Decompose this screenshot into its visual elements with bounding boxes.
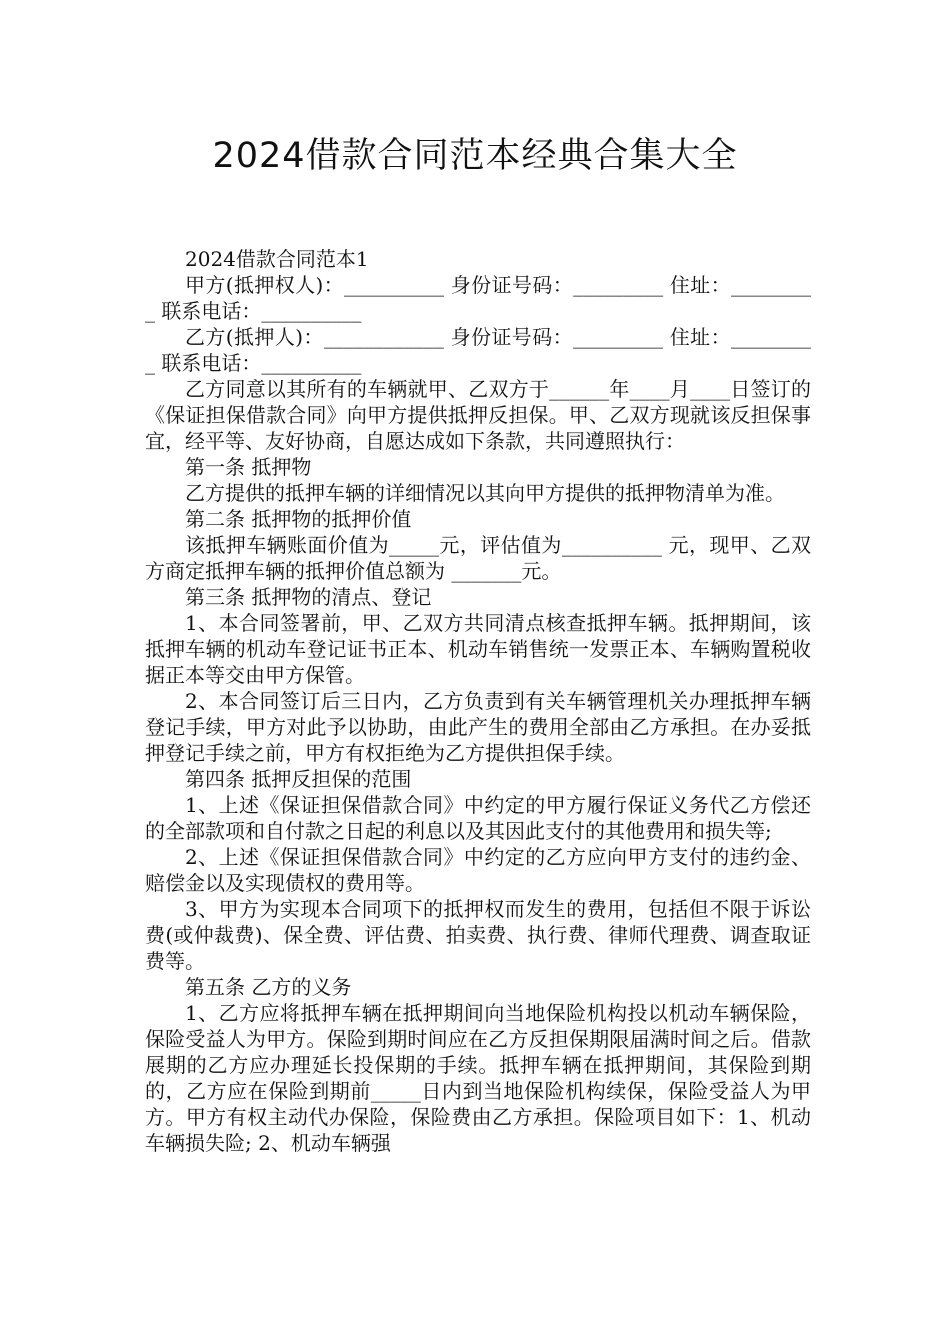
document-body <box>145 246 811 1156</box>
article-4-heading: 第四条 抵押反担保的范围 <box>185 767 412 791</box>
article-1-heading: 第一条 抵押物 <box>185 455 312 479</box>
preamble-paragraph: 乙方同意以其所有的车辆就甲、乙双方于______年____月____日签订的《保证担保借款合同》向甲方提供抵押反担保。甲、乙双方现就该反担保事宜，经平等、友好协商，自愿达成如下条款，共同遵照执行： <box>145 377 811 453</box>
article-3-heading: 第三条 抵押物的清点、登记 <box>185 585 432 609</box>
document-title: 2024借款合同范本经典合集大全 <box>212 136 738 176</box>
article-2-heading: 第二条 抵押物的抵押价值 <box>185 507 412 531</box>
article-5-item-1: 1、乙方应将抵押车辆在抵押期间向当地保险机构投以机动车辆保险，保险受益人为甲方。保险到期时间应在乙方反担保期限届满时间之后。借款展期的乙方应办理延长投保期的手续。抵押车辆在抵押期间，其保险到期的，乙方应在保险到期前_____日内到当地保险机构续保，保险受益人为甲方。甲方有权主动代办保险，保险费由乙方承担。保险项目如下：1、机动车辆损失险; 2、机动车辆强 <box>145 1001 811 1155</box>
party-b-line: 乙方(抵押人)：____________ 身份证号码：_________ 住址：_________ 联系电话：__________ <box>145 325 811 375</box>
article-5-heading: 第五条 乙方的义务 <box>185 975 352 999</box>
party-a-line: 甲方(抵押权人)：__________ 身份证号码：_________ 住址：_________ 联系电话：__________ <box>145 273 811 323</box>
article-4-item-1: 1、上述《保证担保借款合同》中约定的甲方履行保证义务代乙方偿还的全部款项和自付款之日起的利息以及其因此支付的其他费用和损失等; <box>145 793 811 843</box>
article-3-item-2: 2、本合同签订后三日内，乙方负责到有关车辆管理机关办理抵押车辆登记手续，甲方对此予以协助，由此产生的费用全部由乙方承担。在办妥抵押登记手续之前，甲方有权拒绝为乙方提供担保手续。 <box>145 689 811 765</box>
article-1-text: 乙方提供的抵押车辆的详细情况以其向甲方提供的抵押物清单为准。 <box>185 481 785 505</box>
article-3-item-1: 1、本合同签署前，甲、乙双方共同清点核查抵押车辆。抵押期间，该抵押车辆的机动车登记证书正本、机动车销售统一发票正本、车辆购置税收据正本等交由甲方保管。 <box>145 611 811 687</box>
contract-heading: 2024借款合同范本1 <box>185 247 369 271</box>
article-4-item-3: 3、甲方为实现本合同项下的抵押权而发生的费用，包括但不限于诉讼费(或仲裁费)、保全费、评估费、拍卖费、执行费、律师代理费、调查取证费等。 <box>145 897 811 973</box>
article-4-item-2: 2、上述《保证担保借款合同》中约定的乙方应向甲方支付的违约金、赔偿金以及实现债权的费用等。 <box>145 845 811 895</box>
article-2-text: 该抵押车辆账面价值为_____元，评估值为__________ 元，现甲、乙双方商定抵押车辆的抵押价值总额为 _______元。 <box>145 533 811 583</box>
